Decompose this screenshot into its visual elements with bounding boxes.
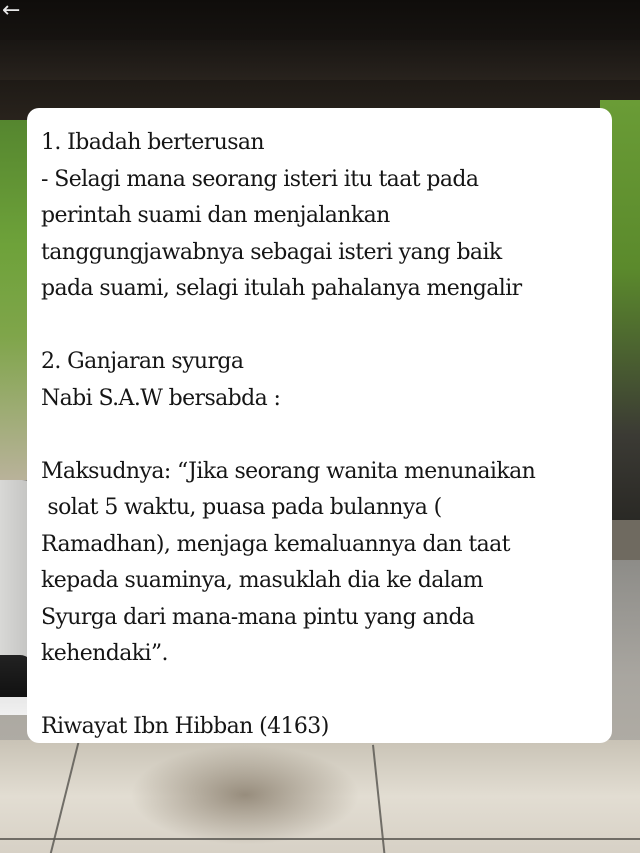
card-text-line: 1. Ibadah berterusan: [41, 130, 264, 155]
card-text-line: kepada suaminya, masuklah dia ke dalam: [41, 568, 483, 593]
card-text-line: Maksudnya: “Jika seorang wanita menunaikan: [41, 458, 536, 484]
ceiling-beam: [0, 40, 640, 80]
text-card: [27, 108, 612, 743]
tile-grout-horizontal: [0, 838, 640, 840]
card-blank-line: [41, 308, 600, 345]
floor-shadow: [130, 745, 360, 845]
card-blank-line: [41, 673, 600, 710]
card-text-line: Nabi S.A.W bersabda :: [41, 385, 281, 411]
card-text-line: solat 5 waktu, puasa pada bulannya (: [41, 495, 442, 520]
card-text-line: Syurga dari mana-mana pintu yang anda: [41, 604, 475, 630]
card-text-line: Ramadhan), menjaga kemaluannya dan taat: [41, 531, 510, 557]
card-blank-line: [41, 417, 600, 454]
card-text-line: perintah suami dan menjalankan: [41, 203, 390, 228]
card-text-line: 2. Ganjaran syurga: [41, 349, 244, 374]
card-text-line: - Selagi mana seorang isteri itu taat pada: [41, 166, 479, 192]
card-text-line: tanggungjawabnya sebagai isteri yang baik: [41, 239, 502, 265]
card-text-line: kehendaki”.: [41, 641, 168, 666]
card-text-line: Riwayat Ibn Hibban (4163): [41, 714, 329, 739]
corner-arrow-glyph: ←: [2, 0, 21, 23]
card-text-line: pada suami, selagi itulah pahalanya mengalir: [41, 276, 522, 301]
